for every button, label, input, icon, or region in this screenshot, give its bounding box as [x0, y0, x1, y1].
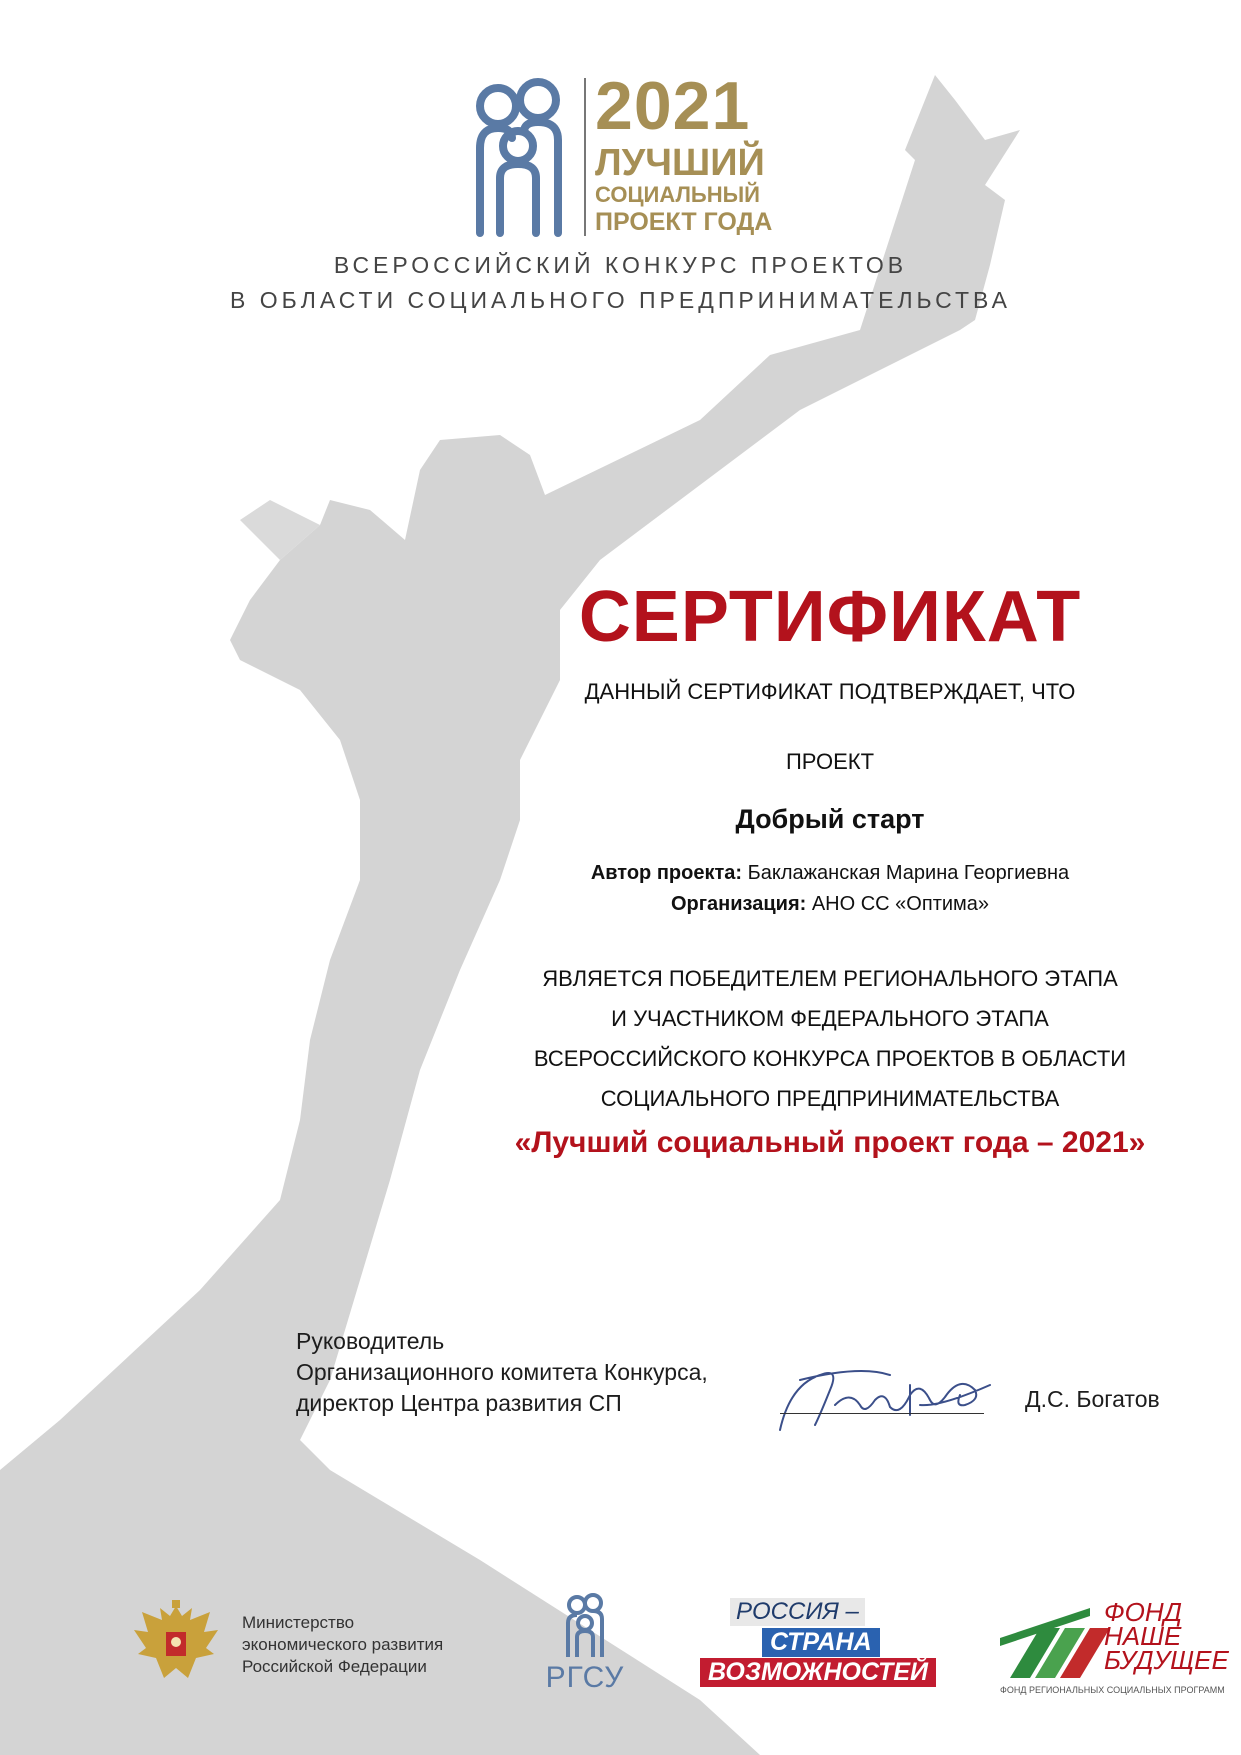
ministry-logo [130, 1598, 480, 1688]
signatory-role-line-1: Руководитель [296, 1328, 445, 1354]
ministry-line-1: Министерство [242, 1613, 355, 1632]
contest-subtitle-line-1: ВСЕРОССИЙСКИЙ КОНКУРС ПРОЕКТОВ [333, 252, 908, 278]
fond-line-2: НАШЕ [1104, 1621, 1182, 1651]
signatory-name: Д.С. Богатов [1025, 1386, 1160, 1412]
signatory-role [296, 1326, 708, 1419]
contest-name: «Лучший социальный проект года – 2021» [514, 1126, 1146, 1159]
fond-subtitle: ФОНД РЕГИОНАЛЬНЫХ СОЦИАЛЬНЫХ ПРОГРАММ [1000, 1685, 1225, 1695]
project-name: Добрый старт [735, 804, 925, 834]
contest-logo [460, 68, 800, 238]
logo-divider [584, 78, 586, 236]
author-value: Баклажанская Марина Георгиевна [747, 862, 1070, 884]
author-label: Автор проекта: [590, 862, 743, 884]
logo-line-2: СОЦИАЛЬНЫЙ [595, 182, 760, 207]
family-logo-icon [460, 78, 580, 238]
signatory-role-line-3: директор Центра развития СП [296, 1390, 622, 1416]
signature-line [780, 1413, 984, 1414]
rgsu-label: РГСУ [545, 1661, 625, 1694]
coat-of-arms-icon [130, 1598, 222, 1688]
winner-line-2: И УЧАСТНИКОМ ФЕДЕРАЛЬНОГО ЭТАПА [611, 1006, 1049, 1031]
fond-text [1104, 1597, 1229, 1675]
ministry-line-2: экономического развития [242, 1635, 444, 1654]
russia-line-2: СТРАНА [762, 1628, 880, 1657]
logo-year: 2021 [595, 68, 751, 144]
logo-line-1: ЛУЧШИЙ [595, 142, 765, 184]
russia-line-1: РОССИЯ – [730, 1598, 865, 1626]
ministry-text [242, 1612, 443, 1678]
handwritten-signature [760, 1345, 1010, 1445]
rgsu-logo [535, 1593, 635, 1693]
logo-line-3: ПРОЕКТ ГОДА [595, 208, 773, 236]
russia-line-3: ВОЗМОЖНОСТЕЙ [700, 1658, 936, 1687]
organization-value: АНО СС «Оптима» [811, 893, 990, 915]
contest-subtitle-line-2: В ОБЛАСТИ СОЦИАЛЬНОГО ПРЕДПРИНИМАТЕЛЬСТВА [230, 287, 1011, 313]
confirm-text: ДАННЫЙ СЕРТИФИКАТ ПОДТВЕРЖДАЕТ, ЧТО [584, 679, 1076, 704]
author-line [480, 862, 1180, 885]
winner-line-4: СОЦИАЛЬНОГО ПРЕДПРИНИМАТЕЛЬСТВА [600, 1086, 1060, 1111]
fond-line-3: БУДУЩЕЕ [1104, 1645, 1229, 1675]
rgsu-family-icon [560, 1593, 610, 1659]
fond-line-1: ФОНД [1104, 1597, 1182, 1627]
signatory-role-line-2: Организационного комитета Конкурса, [296, 1359, 708, 1385]
project-label: ПРОЕКТ [785, 749, 875, 774]
winner-line-1: ЯВЛЯЕТСЯ ПОБЕДИТЕЛЕМ РЕГИОНАЛЬНОГО ЭТАПА [542, 966, 1118, 991]
ministry-line-3: Российской Федерации [242, 1657, 427, 1676]
fond-stripes-icon [1000, 1608, 1110, 1678]
winner-line-3: ВСЕРОССИЙСКОГО КОНКУРСА ПРОЕКТОВ В ОБЛАСТИ [533, 1046, 1127, 1071]
organization-line [480, 893, 1180, 916]
fond-nashe-budushchee-logo [1000, 1597, 1229, 1695]
certificate-title: СЕРТИФИКАТ [578, 577, 1082, 657]
organization-label: Организация: [670, 893, 807, 915]
russia-opportunities-logo [700, 1598, 940, 1693]
